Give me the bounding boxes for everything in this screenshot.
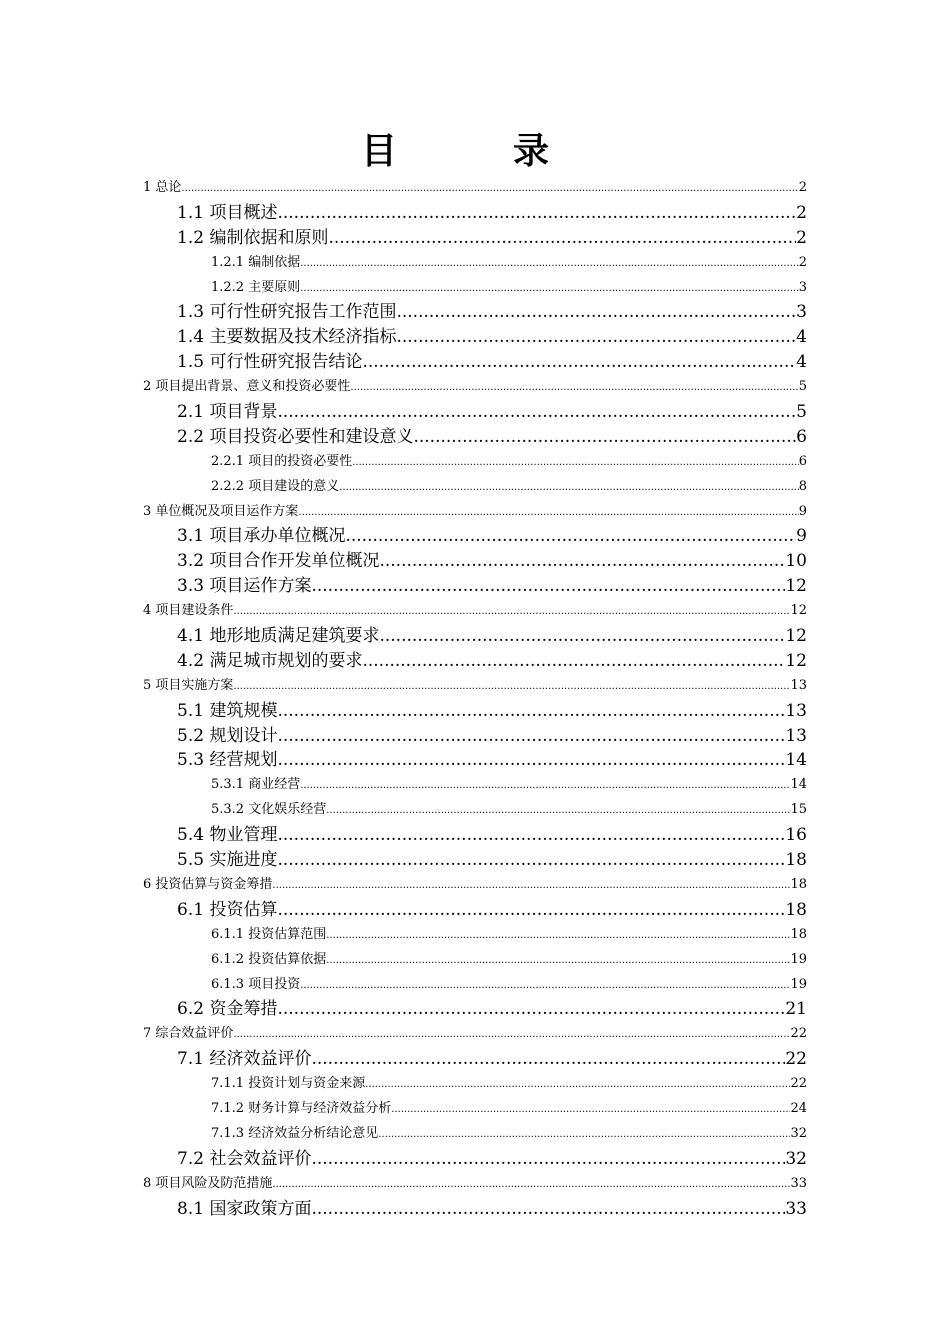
toc-entry-level-2[interactable] [143,1147,807,1172]
toc-entry-page-number: 32 [785,1148,807,1169]
toc-entry-level-2[interactable] [143,823,807,848]
toc-dot-leader [277,724,785,749]
toc-entry-label: 2.1 项目背景 [177,402,278,423]
toc-entry-level-2[interactable] [143,350,807,375]
toc-entry-page-number: 22 [790,1026,807,1042]
toc-dot-leader [379,549,785,574]
toc-entry-page-number: 18 [790,926,807,942]
toc-dot-leader [272,874,790,899]
toc-entry-level-1[interactable] [143,873,807,898]
toc-dot-leader [352,451,799,476]
toc-entry-label: 1.2 编制依据和原则 [177,227,329,248]
toc-entry-label: 6 投资估算与资金筹措 [143,876,273,892]
toc-dot-leader [413,425,796,450]
toc-entry-label: 5.5 实施进度 [177,850,278,871]
toc-entry-label: 5.2 规划设计 [177,725,278,746]
toc-dot-leader [311,1197,785,1222]
toc-entry-label: 6.2 资金筹措 [177,999,278,1020]
toc-entry-level-2[interactable] [143,300,807,325]
toc-entry-page-number: 18 [785,850,807,871]
toc-entry-level-3[interactable] [143,276,807,301]
toc-entry-level-2[interactable] [143,997,807,1022]
toc-entry-label: 3 单位概况及项目运作方案 [143,503,299,519]
page-title: 目 录 [360,131,589,172]
toc-entry-label: 4.2 满足城市规划的要求 [177,650,363,671]
toc-entry-label: 1.1 项目概述 [177,202,278,223]
toc-entry-label: 5.3 经营规划 [177,750,278,771]
toc-entry-level-2[interactable] [143,549,807,574]
toc-entry-label: 1 总论 [143,180,182,195]
toc-entry-label: 4 项目建设条件 [143,603,234,619]
toc-entry-label: 7 综合效益评价 [143,1026,234,1042]
toc-entry-page-number: 10 [785,551,807,572]
toc-entry-label: 8.1 国家政策方面 [177,1198,312,1219]
toc-entry-label: 1.2.2 主要原则 [211,279,301,295]
toc-dot-leader [326,949,790,974]
toc-entry-level-3[interactable] [143,1122,807,1147]
toc-entry-level-3[interactable] [143,1097,807,1122]
toc-entry-level-1[interactable] [143,1172,807,1197]
toc-entry-label: 5 项目实施方案 [143,677,234,693]
toc-entry-page-number: 13 [790,677,807,693]
toc-entry-level-3[interactable] [143,923,807,948]
toc-dot-leader [311,1147,785,1172]
toc-dot-leader [311,1047,785,1072]
toc-entry-level-2[interactable] [143,1197,807,1222]
toc-entry-label: 3.2 项目合作开发单位概况 [177,551,380,572]
toc-dot-leader [277,748,785,773]
toc-entry-page-number: 33 [785,1198,807,1219]
toc-dot-leader [233,600,790,625]
toc-entry-level-3[interactable] [143,251,807,276]
toc-entry-page-number: 5 [796,402,807,423]
toc-entry-page-number: 2 [796,227,807,248]
toc-entry-page-number: 3 [796,302,807,323]
toc-entry-label: 2.2.2 项目建设的意义 [211,478,340,494]
toc-entry-level-1[interactable] [143,500,807,525]
toc-entry-level-2[interactable] [143,400,807,425]
toc-dot-leader [362,350,796,375]
toc-entry-page-number: 2 [798,180,807,195]
toc-dot-leader [396,300,796,325]
toc-entry-level-3[interactable] [143,773,807,798]
toc-dot-leader [396,325,796,350]
toc-entry-label: 6.1.3 项目投资 [211,976,301,992]
toc-entry-label: 2 项目提出背景、意义和投资必要性 [143,379,351,395]
toc-dot-leader [365,1073,790,1098]
toc-entry-page-number: 32 [790,1125,807,1141]
toc-entry-label: 2.2.1 项目的投资必要性 [211,453,353,469]
toc-entry-page-number: 18 [790,876,807,892]
toc-entry-page-number: 6 [796,426,807,447]
toc-entry-page-number: 12 [785,650,807,671]
toc-entry-level-2[interactable] [143,649,807,674]
toc-entry-level-1[interactable] [143,1022,807,1047]
toc-entry-label: 5.3.2 文化娱乐经营 [211,802,327,818]
toc-entry-level-3[interactable] [143,798,807,823]
toc-dot-leader [300,252,799,277]
toc-dot-leader [277,898,785,923]
toc-dot-leader [379,624,785,649]
toc-entry-level-3[interactable] [143,948,807,973]
toc-dot-leader [345,524,796,549]
toc-entry-level-1[interactable] [143,375,807,400]
toc-entry-label: 1.2.1 编制依据 [211,254,301,270]
toc-entry-page-number: 14 [785,750,807,771]
toc-entry-page-number: 9 [798,503,807,519]
toc-entry-page-number: 19 [790,976,807,992]
toc-entry-label: 5.4 物业管理 [177,825,278,846]
table-of-contents [143,176,807,1221]
toc-dot-leader [277,699,785,724]
toc-entry-level-3[interactable] [143,973,807,998]
toc-entry-page-number: 12 [785,576,807,597]
toc-entry-label: 8 项目风险及防范措施 [143,1175,273,1191]
toc-entry-label: 1.4 主要数据及技术经济指标 [177,327,397,348]
toc-entry-page-number: 6 [798,453,807,469]
toc-entry-page-number: 14 [790,777,807,793]
toc-entry-page-number: 19 [790,951,807,967]
toc-entry-label: 3.1 项目承办单位概况 [177,526,346,547]
toc-entry-level-2[interactable] [143,524,807,549]
toc-entry-page-number: 4 [796,352,807,373]
toc-dot-leader [391,1098,790,1123]
toc-entry-label: 7.1.1 投资计划与资金来源 [211,1076,366,1092]
toc-entry-level-1[interactable] [143,599,807,624]
toc-entry-level-2[interactable] [143,574,807,599]
toc-dot-leader [328,226,796,251]
toc-entry-level-2[interactable] [143,898,807,923]
toc-entry-page-number: 15 [790,802,807,818]
toc-dot-leader [277,997,785,1022]
toc-dot-leader [298,501,798,526]
toc-entry-label: 3.3 项目运作方案 [177,576,312,597]
toc-entry-level-2[interactable] [143,724,807,749]
toc-entry-label: 7.2 社会效益评价 [177,1148,312,1169]
toc-dot-leader [326,799,790,824]
toc-entry-level-3[interactable] [143,475,807,500]
toc-entry-level-2[interactable] [143,848,807,873]
toc-entry-label: 6.1 投资估算 [177,899,278,920]
toc-entry-level-2[interactable] [143,748,807,773]
toc-dot-leader [277,848,785,873]
toc-dot-leader [378,1123,790,1148]
toc-dot-leader [277,823,785,848]
toc-entry-page-number: 8 [798,478,807,494]
toc-dot-leader [277,201,796,226]
toc-dot-leader [233,1023,790,1048]
toc-entry-level-2[interactable] [143,226,807,251]
toc-entry-label: 7.1 经济效益评价 [177,1049,312,1070]
toc-entry-level-2[interactable] [143,425,807,450]
toc-entry-page-number: 22 [785,1049,807,1070]
toc-dot-leader [181,177,798,202]
toc-dot-leader [339,476,799,501]
toc-entry-page-number: 18 [785,899,807,920]
toc-entry-level-3[interactable] [143,450,807,475]
toc-entry-label: 5.3.1 商业经营 [211,777,301,793]
toc-entry-page-number: 24 [790,1100,807,1116]
toc-entry-level-2[interactable] [143,201,807,226]
toc-entry-page-number: 4 [796,327,807,348]
toc-dot-leader [311,574,785,599]
toc-entry-page-number: 2 [798,254,807,270]
toc-entry-label: 1.3 可行性研究报告工作范围 [177,302,397,323]
toc-dot-leader [300,277,799,302]
toc-dot-leader [233,675,790,700]
toc-entry-page-number: 13 [785,700,807,721]
toc-entry-page-number: 33 [790,1175,807,1191]
toc-entry-page-number: 9 [796,526,807,547]
toc-dot-leader [362,649,785,674]
toc-dot-leader [277,400,796,425]
toc-entry-level-2[interactable] [143,624,807,649]
toc-entry-page-number: 3 [798,279,807,295]
toc-dot-leader [300,974,790,999]
toc-entry-page-number: 13 [785,725,807,746]
toc-entry-label: 1.5 可行性研究报告结论 [177,352,363,373]
toc-entry-level-1[interactable] [143,674,807,699]
toc-entry-page-number: 5 [798,379,807,395]
toc-entry-label: 4.1 地形地质满足建筑要求 [177,626,380,647]
toc-entry-page-number: 16 [785,825,807,846]
toc-dot-leader [350,376,798,401]
toc-entry-page-number: 2 [796,202,807,223]
toc-dot-leader [300,774,790,799]
toc-entry-label: 2.2 项目投资必要性和建设意义 [177,426,414,447]
toc-entry-page-number: 21 [785,999,807,1020]
toc-entry-page-number: 12 [790,603,807,619]
toc-dot-leader [326,924,790,949]
toc-entry-level-2[interactable] [143,325,807,350]
toc-entry-label: 6.1.1 投资估算范围 [211,926,327,942]
toc-entry-level-2[interactable] [143,699,807,724]
toc-entry-label: 5.1 建筑规模 [177,700,278,721]
toc-dot-leader [272,1173,790,1198]
toc-entry-level-1[interactable] [143,176,807,201]
toc-entry-page-number: 22 [790,1076,807,1092]
toc-entry-label: 7.1.3 经济效益分析结论意见 [211,1125,379,1141]
toc-entry-label: 7.1.2 财务计算与经济效益分析 [211,1100,392,1116]
toc-entry-page-number: 12 [785,626,807,647]
toc-entry-level-2[interactable] [143,1047,807,1072]
toc-entry-label: 6.1.2 投资估算依据 [211,951,327,967]
toc-entry-level-3[interactable] [143,1072,807,1097]
